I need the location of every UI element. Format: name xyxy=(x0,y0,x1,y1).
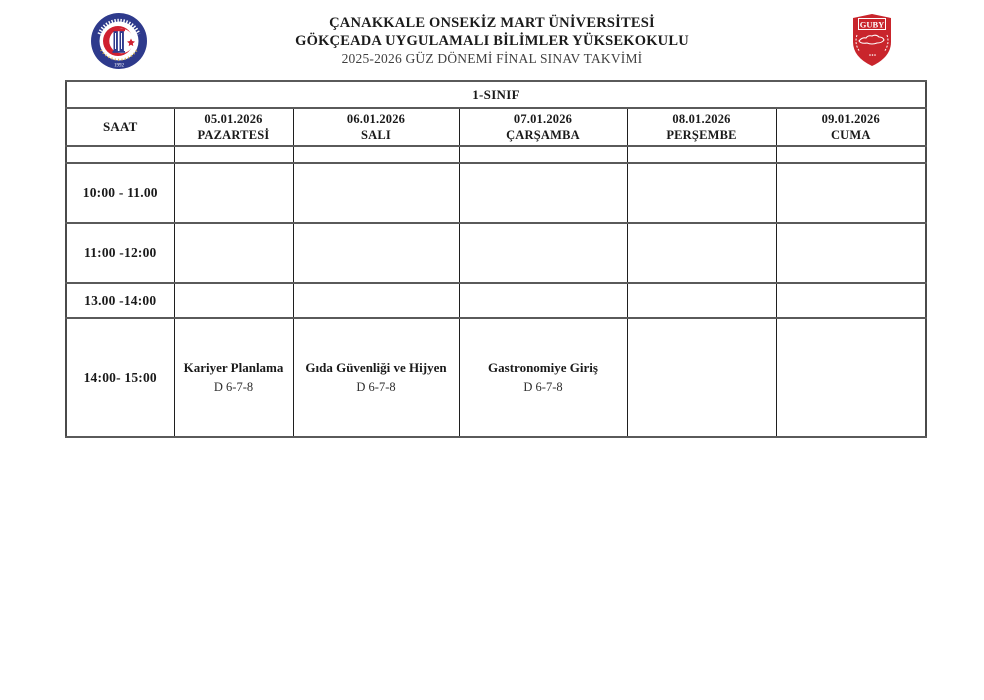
exam-schedule-table xyxy=(65,80,927,438)
time-row-11-12 xyxy=(66,223,926,283)
empty-exam-cell xyxy=(627,223,776,283)
empty-exam-cell xyxy=(459,163,627,223)
course-room: D 6-7-8 xyxy=(213,380,254,394)
empty-exam-cell xyxy=(174,223,293,283)
day-label: SALI xyxy=(361,128,391,142)
day-header-wednesday xyxy=(459,108,627,146)
time-row-13-14 xyxy=(66,283,926,318)
guby-shield-icon xyxy=(849,13,895,67)
comu-university-seal-logo xyxy=(90,12,148,70)
empty-exam-cell xyxy=(776,283,926,318)
exam-cell-wednesday xyxy=(459,318,627,437)
guby-label: GUBY xyxy=(859,19,885,30)
day-header-friday xyxy=(776,108,926,146)
empty-exam-cell xyxy=(627,318,776,437)
class-label: 1-SINIF xyxy=(66,81,926,108)
course-name: Kariyer Planlama xyxy=(183,360,284,375)
time-column-header xyxy=(66,108,174,146)
course-room: D 6-7-8 xyxy=(356,380,396,394)
day-header-thursday xyxy=(627,108,776,146)
course-room: D 6-7-8 xyxy=(523,380,563,394)
empty-exam-cell xyxy=(776,163,926,223)
empty-exam-cell xyxy=(459,283,627,318)
empty-exam-cell xyxy=(627,283,776,318)
empty-exam-cell xyxy=(174,163,293,223)
empty-exam-cell xyxy=(293,223,459,283)
course-name: Gastronomiye Giriş xyxy=(488,360,598,375)
empty-cell xyxy=(66,146,174,163)
empty-cell xyxy=(776,146,926,163)
document-title: 2025-2026 GÜZ DÖNEMİ FİNAL SINAV TAKVİMİ xyxy=(341,51,643,66)
day-label: ÇARŞAMBA xyxy=(506,128,580,142)
time-slot-label: 10:00 - 11.00 xyxy=(82,185,158,200)
date-label: 06.01.2026 xyxy=(346,112,406,126)
document-titles xyxy=(192,14,792,67)
time-row-10-11 xyxy=(66,163,926,223)
date-label: 07.01.2026 xyxy=(513,112,573,126)
school-name: GÖKÇEADA UYGULAMALI BİLİMLER YÜKSEKOKULU xyxy=(295,33,689,49)
time-row-14-15 xyxy=(66,318,926,437)
empty-exam-cell xyxy=(293,283,459,318)
empty-exam-cell xyxy=(174,283,293,318)
document-header xyxy=(0,0,984,78)
time-slot-label: 13.00 -14:00 xyxy=(84,292,157,308)
time-header-label: SAAT xyxy=(102,119,138,134)
empty-exam-cell xyxy=(293,163,459,223)
day-header-monday xyxy=(174,108,293,146)
seal-year-label: 1992 xyxy=(114,63,124,69)
empty-cell xyxy=(459,146,627,163)
comu-seal-icon xyxy=(90,12,148,70)
day-label: CUMA xyxy=(830,128,871,142)
empty-cell xyxy=(627,146,776,163)
exam-cell-monday xyxy=(174,318,293,437)
time-slot-label: 14:00- 15:00 xyxy=(83,369,157,385)
date-label: 09.01.2026 xyxy=(821,112,880,126)
empty-exam-cell xyxy=(776,318,926,437)
guby-shield-logo xyxy=(849,13,895,67)
day-label: PAZARTESİ xyxy=(197,128,270,142)
empty-exam-cell xyxy=(459,223,627,283)
class-header-row xyxy=(66,81,926,108)
exam-cell-tuesday xyxy=(293,318,459,437)
spacer-row xyxy=(66,146,926,163)
time-slot-label: 11:00 -12:00 xyxy=(83,245,157,260)
empty-cell xyxy=(293,146,459,163)
time-slot-cell xyxy=(66,223,174,283)
day-header-tuesday xyxy=(293,108,459,146)
date-label: 05.01.2026 xyxy=(204,112,263,126)
empty-cell xyxy=(174,146,293,163)
time-slot-cell xyxy=(66,318,174,437)
time-slot-cell xyxy=(66,163,174,223)
day-label: PERŞEMBE xyxy=(666,128,737,142)
day-header-row xyxy=(66,108,926,146)
course-name: Gıda Güvenliği ve Hijyen xyxy=(305,360,447,375)
university-name: ÇANAKKALE ONSEKİZ MART ÜNİVERSİTESİ xyxy=(329,15,655,31)
date-label: 08.01.2026 xyxy=(672,112,731,126)
empty-exam-cell xyxy=(776,223,926,283)
empty-exam-cell xyxy=(627,163,776,223)
time-slot-cell xyxy=(66,283,174,318)
